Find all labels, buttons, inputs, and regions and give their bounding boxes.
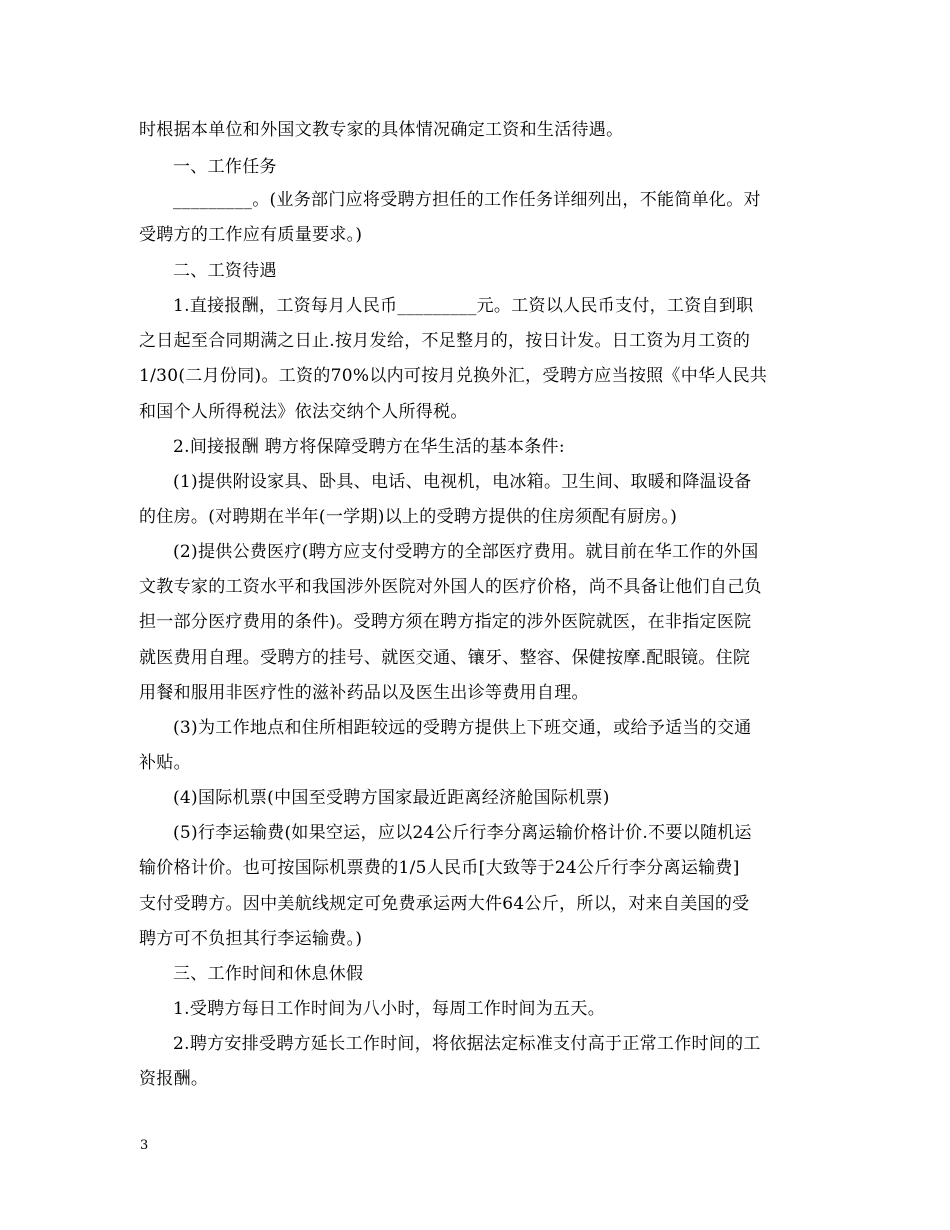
body-text-line: _________。(业务部门应将受聘方担任的工作任务详细列出，不能简单化。对 bbox=[173, 190, 761, 210]
section-heading: 三、工作时间和休息休假 bbox=[173, 964, 364, 984]
body-text-line: 受聘方的工作应有质量要求。) bbox=[139, 225, 363, 245]
body-text-line: 1/30(二月份同)。工资的70%以内可按月兑换外汇，受聘方应当按照《中华人民共 bbox=[139, 366, 768, 386]
body-text-line: 2.间接报酬 聘方将保障受聘方在华生活的基本条件: bbox=[173, 437, 565, 457]
body-text-line: 的住房。(对聘期在半年(一学期)以上的受聘方提供的住房须配有厨房。) bbox=[139, 507, 678, 527]
body-text-line: 聘方可不负担其行李运输费。) bbox=[139, 929, 363, 949]
section-heading: 二、工资待遇 bbox=[173, 261, 277, 281]
body-text-line: (4)国际机票(中国至受聘方国家最近距离经济舱国际机票) bbox=[173, 788, 610, 808]
body-text-line: 就医费用自理。受聘方的挂号、就医交通、镶牙、整容、保健按摩.配眼镜。住院 bbox=[139, 648, 751, 668]
body-text-line: 和国个人所得税法》依法交纳个人所得税。 bbox=[139, 402, 468, 422]
body-text-line: 之日起至合同期满之日止.按月发给，不足整月的，按日计发。日工资为月工资的 bbox=[139, 331, 751, 351]
body-text-line: 支付受聘方。因中美航线规定可免费承运两大件64公斤，所以，对来自美国的受 bbox=[139, 894, 750, 914]
body-text-line: 时根据本单位和外国文教专家的具体情况确定工资和生活待遇。 bbox=[139, 120, 624, 140]
body-text-line: 文教专家的工资水平和我国涉外医院对外国人的医疗价格，尚不具备让他们自己负 bbox=[139, 577, 762, 597]
body-text-line: 输价格计价。也可按国际机票费的1/5人民币[大致等于24公斤行李分离运输费] bbox=[139, 858, 740, 878]
page-number: 3 bbox=[140, 1138, 149, 1153]
body-text-line: (1)提供附设家具、卧具、电话、电视机，电冰箱。卫生间、取暖和降温设备 bbox=[173, 472, 752, 492]
body-text-line: 2.聘方安排受聘方延长工作时间，将依据法定标准支付高于正常工作时间的工 bbox=[173, 1034, 761, 1054]
body-text-line: (5)行李运输费(如果空运，应以24公斤行李分离运输价格计价.不要以随机运 bbox=[173, 823, 752, 843]
body-text-line: (2)提供公费医疗(聘方应支付受聘方的全部医疗费用。就目前在华工作的外国 bbox=[173, 542, 759, 562]
body-text-line: 用餐和服用非医疗性的滋补药品以及医生出诊等费用自理。 bbox=[139, 683, 589, 703]
body-text-line: 1.直接报酬，工资每月人民币_________元。工资以人民币支付，工资自到职 bbox=[173, 296, 754, 316]
body-text-line: 资报酬。 bbox=[139, 1069, 209, 1089]
body-text-line: 担一部分医疗费用的条件)。受聘方须在聘方指定的涉外医院就医，在非指定医院 bbox=[139, 612, 752, 632]
body-text-line: 1.受聘方每日工作时间为八小时，每周工作时间为五天。 bbox=[173, 999, 606, 1019]
body-text-line: 补贴。 bbox=[139, 753, 191, 773]
section-heading: 一、工作任务 bbox=[173, 157, 277, 177]
body-text-line: (3)为工作地点和住所相距较远的受聘方提供上下班交通，或给予适当的交通 bbox=[173, 718, 752, 738]
